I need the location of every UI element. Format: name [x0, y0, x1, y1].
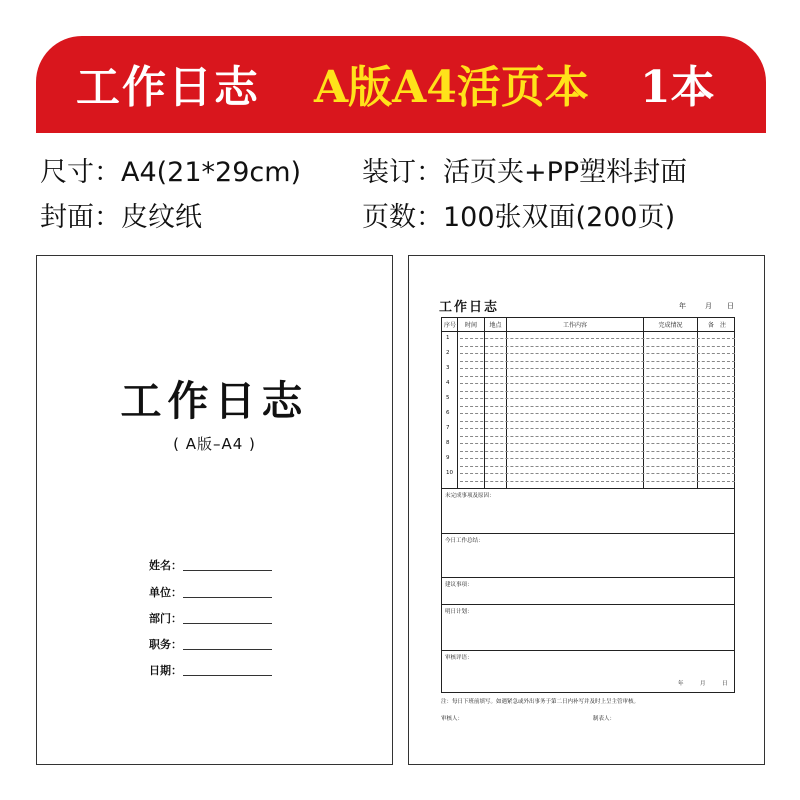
section-plan: 明日计划： — [445, 609, 473, 615]
review-date-year: 年 — [678, 681, 684, 687]
log-title: 工作日志 — [439, 300, 500, 315]
row-number: 3 — [446, 365, 450, 371]
field-underline — [183, 597, 272, 598]
row-dash — [460, 353, 735, 354]
cover-field-name — [149, 557, 299, 577]
cover-title: 工作日志 — [120, 377, 309, 425]
field-underline — [183, 623, 272, 624]
spec-binding-value: 活页夹+PP塑料封面 — [443, 157, 688, 188]
row-number: 5 — [446, 395, 450, 401]
field-underline — [183, 570, 272, 571]
cover-field-department — [149, 610, 299, 630]
row-number: 9 — [446, 455, 450, 461]
spec-size-label: 尺寸： — [40, 157, 121, 188]
row-number: 10 — [446, 470, 453, 476]
spec-pages-label: 页数： — [362, 202, 443, 233]
row-dash — [460, 368, 735, 369]
review-date-day: 日 — [722, 681, 728, 687]
banner-title: 工作日志 — [76, 62, 260, 113]
field-underline — [183, 649, 272, 650]
row-number: 8 — [446, 440, 450, 446]
row-dash — [460, 473, 735, 474]
cover-field-position — [149, 636, 299, 656]
column-divider — [457, 318, 458, 488]
cover-field-label: 部门： — [149, 612, 182, 625]
spec-pages — [362, 195, 675, 234]
row-dash — [460, 413, 735, 414]
column-header: 完成情况 — [658, 322, 683, 329]
column-header: 序号 — [443, 322, 456, 329]
field-underline — [183, 675, 272, 676]
banner-subtitle: A版A4活页本 — [314, 62, 589, 113]
row-dash — [460, 361, 735, 362]
cover-field-unit — [149, 584, 299, 604]
row-dash — [460, 383, 735, 384]
column-divider — [643, 318, 644, 488]
cover-field-label: 单位： — [149, 586, 182, 599]
column-header: 地点 — [489, 322, 502, 329]
column-header: 工作内容 — [562, 322, 587, 329]
section-review: 审核评语： — [445, 655, 473, 661]
log-page-preview — [408, 255, 765, 765]
row-number: 4 — [446, 380, 450, 386]
spec-binding-label: 装订： — [362, 157, 443, 188]
log-date-month: 月 — [705, 302, 712, 310]
row-number: 7 — [446, 425, 450, 431]
section-unfinished: 未完成事项及原因： — [445, 493, 495, 499]
column-divider — [697, 318, 698, 488]
section-divider — [442, 488, 734, 489]
product-banner — [36, 36, 766, 133]
row-dash — [460, 451, 735, 452]
row-number: 2 — [446, 350, 450, 356]
log-date-year: 年 — [679, 302, 686, 310]
cover-field-date — [149, 662, 299, 682]
column-header: 备 注 — [707, 322, 726, 329]
reviewer-label: 审核人： — [441, 716, 464, 722]
column-divider — [484, 318, 485, 488]
spec-pages-value: 100张双面(200页) — [443, 202, 676, 233]
row-dash — [460, 481, 735, 482]
row-dash — [460, 376, 735, 377]
row-dash — [460, 346, 735, 347]
row-number: 6 — [446, 410, 450, 416]
row-dash — [460, 421, 735, 422]
row-dash — [460, 458, 735, 459]
section-summary: 今日工作总结： — [445, 538, 484, 544]
header-divider — [442, 331, 734, 332]
row-dash — [460, 398, 735, 399]
row-dash — [460, 466, 735, 467]
section-suggestions: 建议事项： — [445, 582, 473, 588]
spec-size-value: A4(21*29cm) — [121, 157, 302, 188]
column-divider — [506, 318, 507, 488]
log-date-day: 日 — [727, 302, 734, 310]
row-dash — [460, 436, 735, 437]
section-divider — [442, 577, 734, 578]
column-header: 时间 — [464, 322, 477, 329]
row-dash — [460, 338, 735, 339]
spec-cover-label: 封面： — [40, 202, 121, 233]
cover-preview — [36, 255, 393, 765]
author-label: 制表人： — [593, 716, 616, 722]
spec-binding — [362, 150, 687, 189]
log-table — [441, 317, 735, 693]
row-dash — [460, 443, 735, 444]
spec-size — [40, 150, 301, 189]
row-dash — [460, 391, 735, 392]
section-divider — [442, 604, 734, 605]
spec-cover — [40, 195, 202, 234]
cover-field-label: 姓名： — [149, 559, 182, 572]
cover-edition: ( A版–A4 ) — [173, 435, 256, 453]
review-date-month: 月 — [700, 681, 706, 687]
row-number: 1 — [446, 335, 450, 341]
cover-field-label: 职务： — [149, 638, 182, 651]
log-note: 注：每日下班前填写。如遇紧急或外出事务于第二日内补写并及时上呈主管审核。 — [441, 699, 640, 705]
section-divider — [442, 533, 734, 534]
cover-field-label: 日期： — [149, 664, 182, 677]
section-divider — [442, 650, 734, 651]
row-dash — [460, 428, 735, 429]
banner-quantity: 1本 — [640, 62, 715, 113]
spec-cover-value: 皮纹纸 — [121, 202, 202, 233]
row-dash — [460, 406, 735, 407]
